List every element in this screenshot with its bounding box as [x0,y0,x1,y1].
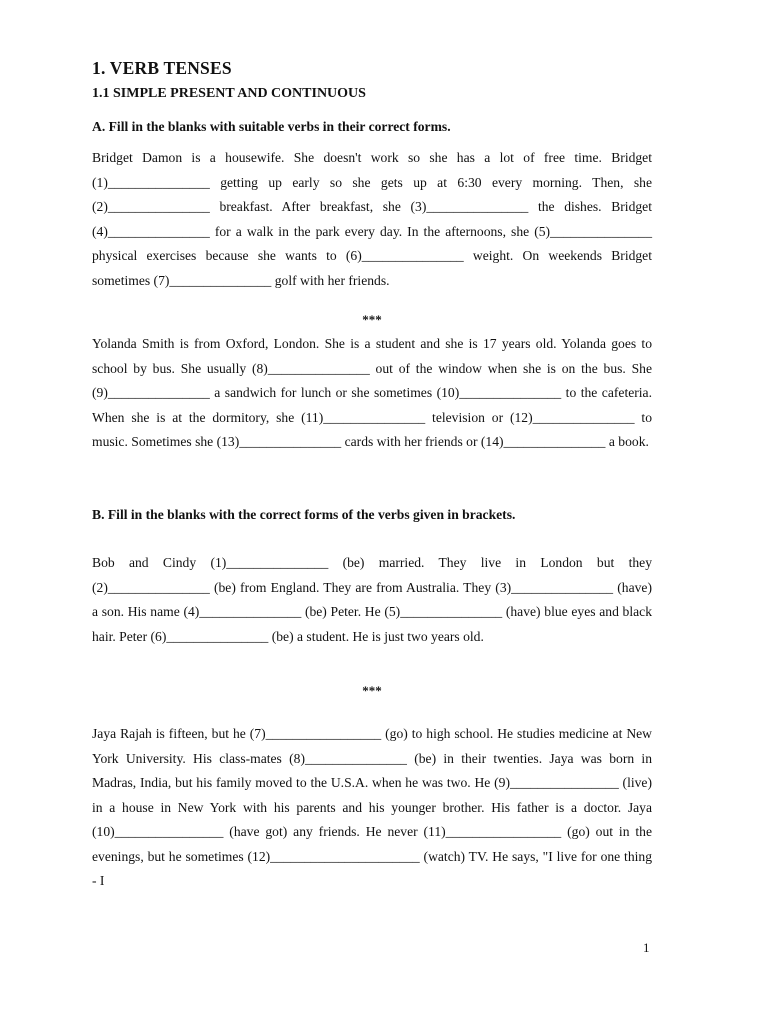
page-number: 1 [643,940,650,955]
separator-a: *** [362,312,382,327]
separator-b: *** [362,683,382,698]
paragraph-bob-cindy: Bob and Cindy (1)_______________ (be) married. They live in London but they (2)_______________ (be) from England. They are from Australia. They (3)_______________ (have) a son. His name (4)_______________ (be) Peter. He (5)_______________ (have) blue eyes and black hair. Peter (6)_______________ (be) a student. He is just two years old. [92,555,652,644]
instruction-a: A. Fill in the blanks with suitable verbs in their correct forms. [92,119,451,134]
section-subtitle: 1.1 SIMPLE PRESENT AND CONTINUOUS [92,86,366,101]
paragraph-yolanda: Yolanda Smith is from Oxford, London. She is a student and she is 17 years old. Yolanda goes to school by bus. She usually (8)_______________ out of the window when she is on the bus. She (9)_______________ a sandwich for lunch or she sometimes (10)_______________ to the cafeteria. When she is at the dormitory, she (11)_______________ television or (12)_______________ to music. Sometimes she (13)_______________ cards with her friends or (14)_______________ a book. [92,336,652,449]
paragraph-jaya: Jaya Rajah is fifteen, but he (7)_________________ (go) to high school. He studies medicine at New York University. His class-mates (8)_______________ (be) in their twenties. Jaya was born in Madras, India, but his family moved to the U.S.A. when he was two. He (9)________________ (live) in a house in New York with his parents and his younger brother. His father is a doctor. Jaya (10)________________ (have got) any friends. He never (11)_________________ (go) out in the evenings, but he sometimes (12)______________________ (watch) TV. He says, "I live for one thing - I [92,726,652,888]
paragraph-bridget: Bridget Damon is a housewife. She doesn't work so she has a lot of free time. Bridget (1)_______________ getting up early so she gets up at 6:30 every morning. Then, she (2)_______________ breakfast. After breakfast, she (3)_______________ the dishes. Bridget (4)_______________ for a walk in the park every day. In the afternoons, she (5)_______________ physical exercises because she wants to (6)_______________ weight. On weekends Bridget sometimes (7)_______________ golf with her friends. [92,150,652,288]
instruction-b: B. Fill in the blanks with the correct forms of the verbs given in brackets. [92,507,516,522]
page-title: 1. VERB TENSES [92,58,232,78]
